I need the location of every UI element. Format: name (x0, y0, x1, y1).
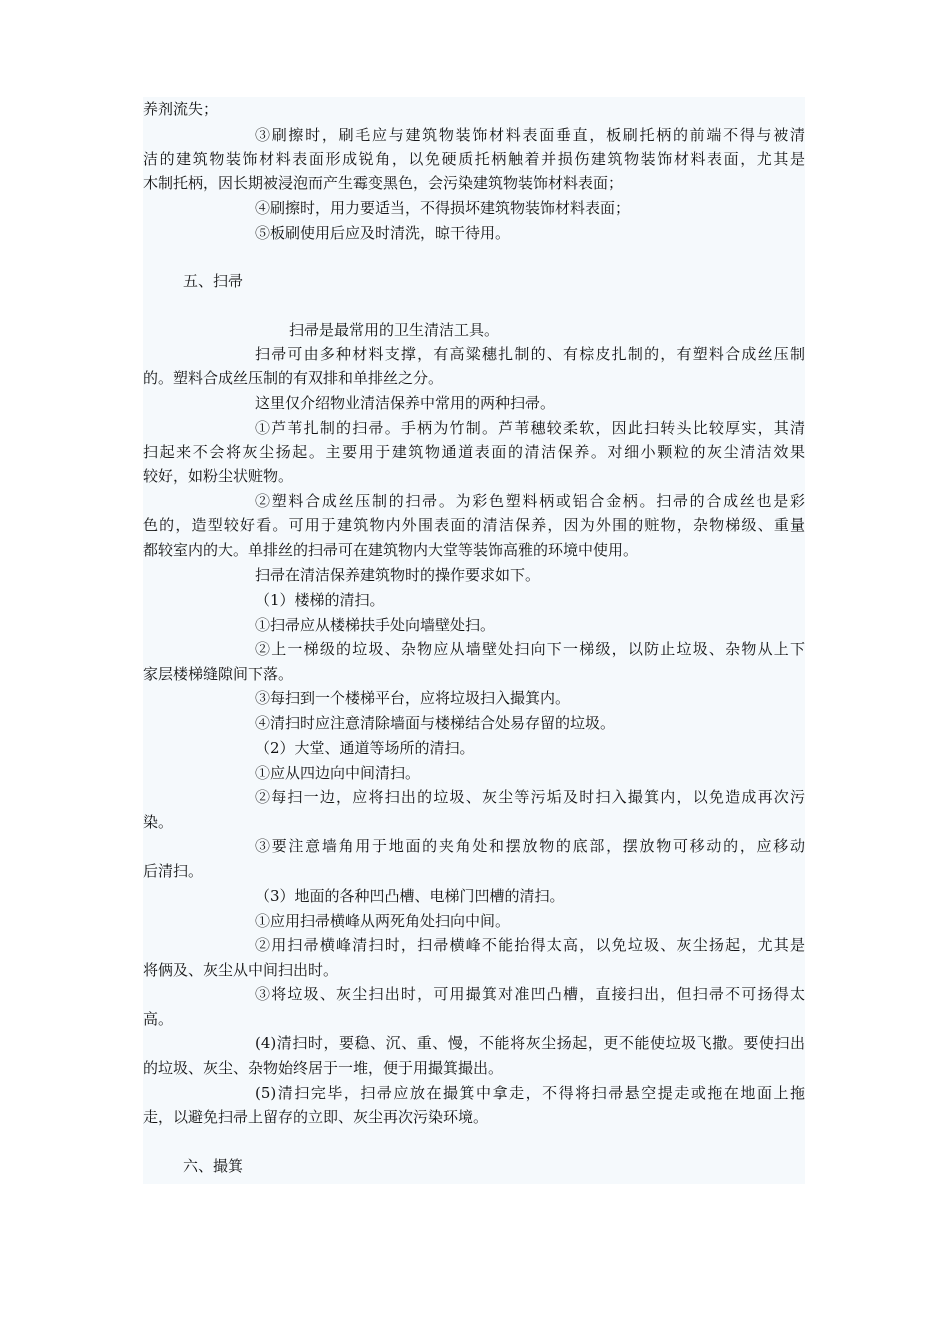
text-line: ①应用扫帚横峰从两死角处扫向中间。 (255, 912, 511, 930)
text-line: 色的，造型较好看。可用于建筑物内外围表面的清洁保养，因为外围的赃物，杂物梯级、重量 (143, 516, 805, 534)
text-line: 的。塑料合成丝压制的有双排和单排丝之分。 (143, 369, 444, 387)
text-line: 都较室内的大。单排丝的扫帚可在建筑物内大堂等装饰高雅的环境中使用。 (143, 541, 639, 559)
text-line: 木制托柄，因长期被浸泡而产生霉变黑色，会污染建筑物装饰材料表面； (143, 174, 624, 192)
text-line: 养剂流失； (143, 100, 219, 118)
text-line: 后清扫。 (143, 862, 204, 880)
text-line: 洁的建筑物装饰材料表面形成锐角，以免硬质托柄触着并损伤建筑物装饰材料表面，尤其是 (143, 150, 805, 168)
text-line: ②用扫帚横峰清扫时，扫帚横峰不能抬得太高，以免垃圾、灰尘扬起，尤其是 (255, 936, 805, 954)
document-page (143, 97, 805, 1184)
text-line: (4)清扫时，要稳、沉、重、慢，不能将灰尘扬起，更不能使垃圾飞撒。要使扫出 (255, 1034, 805, 1052)
text-line: 高。 (143, 1010, 174, 1028)
text-line: （3）地面的各种凹凸槽、电梯门凹槽的清扫。 (255, 887, 565, 905)
text-line: （2）大堂、通道等场所的清扫。 (255, 739, 475, 757)
text-line: ①应从四边向中间清扫。 (255, 764, 421, 782)
text-line: ②上一梯级的垃圾、杂物应从墙壁处扫向下一梯级，以防止垃圾、杂物从上下 (255, 640, 805, 658)
text-line: 走，以避免扫帚上留存的立即、灰尘再次污染环境。 (143, 1108, 489, 1126)
text-line: 的垃圾、灰尘、杂物始终居于一堆，便于用撮箕撮出。 (143, 1059, 504, 1077)
text-line: ①扫帚应从楼梯扶手处向墙壁处扫。 (255, 616, 496, 634)
text-line: ③每扫到一个楼梯平台，应将垃圾扫入撮箕内。 (255, 689, 571, 707)
text-line: 家层楼梯缝隙间下落。 (143, 665, 294, 683)
text-line: ③刷擦时，刷毛应与建筑物装饰材料表面垂直，板刷托柄的前端不得与被清 (255, 126, 805, 144)
text-line: ⑤板刷使用后应及时清洗，晾干待用。 (255, 224, 511, 242)
section-heading: 六、撮箕 (183, 1157, 244, 1175)
text-line: 扫帚在清洁保养建筑物时的操作要求如下。 (255, 566, 541, 584)
text-line: ③将垃圾、灰尘扫出时，可用撮箕对准凹凸槽，直接扫出，但扫帚不可扬得太 (255, 985, 805, 1003)
text-line: ②塑料合成丝压制的扫帚。为彩色塑料柄或铝合金柄。扫帚的合成丝也是彩 (255, 492, 805, 510)
text-line: ④刷擦时，用力要适当，不得损坏建筑物装饰材料表面； (255, 199, 631, 217)
text-line: ①芦苇扎制的扫帚。手柄为竹制。芦苇穗较柔软，因此扫转头比较厚实，其清 (255, 419, 805, 437)
text-line: 染。 (143, 813, 174, 831)
text-line: 扫起来不会将灰尘扬起。主要用于建筑物通道表面的清洁保养。对细小颗粒的灰尘清洁效果 (143, 443, 805, 461)
text-line: ②每扫一边，应将扫出的垃圾、灰尘等污垢及时扫入撮箕内，以免造成再次污 (255, 788, 805, 806)
text-line: (5)清扫完毕，扫帚应放在撮箕中拿走，不得将扫帚悬空提走或拖在地面上拖 (255, 1084, 805, 1102)
text-line: 扫帚可由多种材料支撑，有高粱穗扎制的、有棕皮扎制的，有塑料合成丝压制 (255, 345, 805, 363)
text-line: 将俩及、灰尘从中间扫出时。 (143, 961, 339, 979)
text-line: 扫帚是最常用的卫生清洁工具。 (289, 321, 500, 339)
text-line: 这里仅介绍物业清洁保养中常用的两种扫帚。 (255, 394, 556, 412)
text-line: 较好，如粉尘状赃物。 (143, 467, 294, 485)
text-line: ③要注意墙角用于地面的夹角处和摆放物的底部，摆放物可移动的，应移动 (255, 837, 805, 855)
section-heading: 五、扫帚 (183, 272, 244, 290)
text-line: ④清扫时应注意清除墙面与楼梯结合处易存留的垃圾。 (255, 714, 616, 732)
text-line: （1）楼梯的清扫。 (255, 591, 385, 609)
